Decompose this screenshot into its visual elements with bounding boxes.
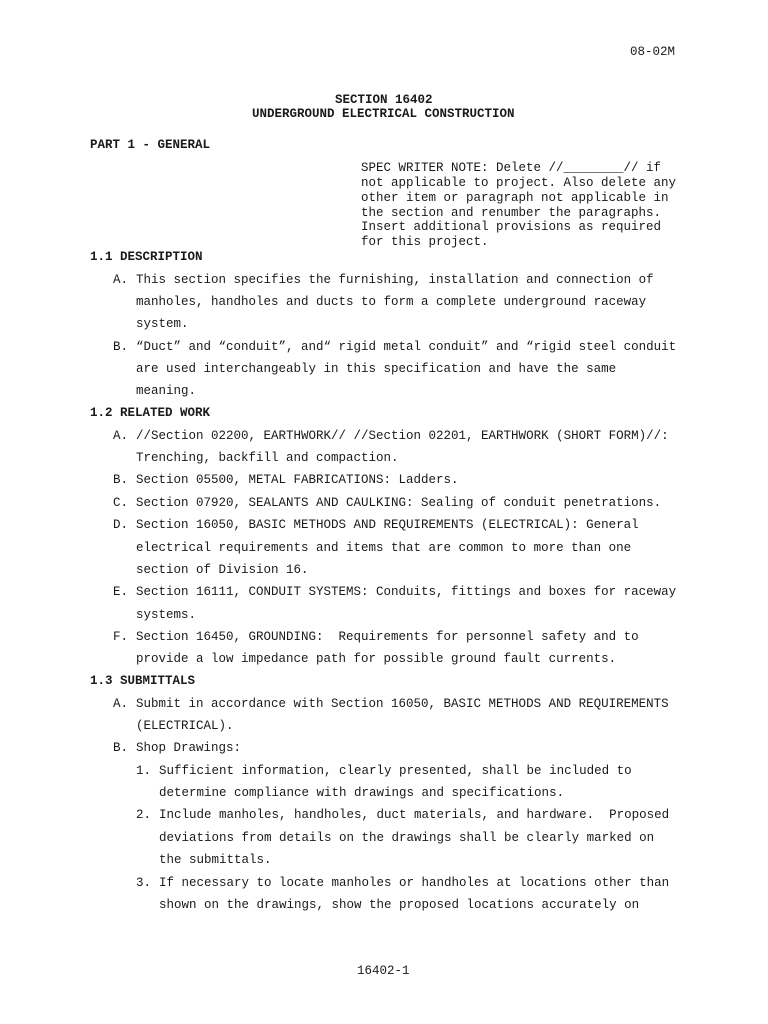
paragraph-line: systems. <box>136 608 197 622</box>
paragraph-line: Shop Drawings: <box>136 741 242 755</box>
item-marker: D. <box>113 518 129 532</box>
paragraph-line: Section 16111, CONDUIT SYSTEMS: Conduits, fittings and boxes for raceway <box>136 585 677 599</box>
paragraph-line: shown on the drawings, show the proposed locations accurately on <box>159 898 640 912</box>
item-marker: 2. <box>136 808 152 822</box>
item-marker: E. <box>113 585 129 599</box>
paragraph-line: Include manholes, handholes, duct materials, and hardware. Proposed <box>159 808 670 822</box>
item-marker: A. <box>113 697 129 711</box>
section-title: UNDERGROUND ELECTRICAL CONSTRUCTION <box>252 107 515 121</box>
paragraph-line: Section 16050, BASIC METHODS AND REQUIREMENTS (ELECTRICAL): General <box>136 518 639 532</box>
paragraph-line: system. <box>136 317 189 331</box>
paragraph-line: This section specifies the furnishing, installation and connection of <box>136 273 654 287</box>
paragraph-line: Trenching, backfill and compaction. <box>136 451 399 465</box>
spec-note-line: SPEC WRITER NOTE: Delete //________// if <box>361 161 662 175</box>
item-marker: 1. <box>136 764 152 778</box>
item-marker: A. <box>113 273 129 287</box>
part1-heading: PART 1 - GENERAL <box>90 138 211 152</box>
item-marker: C. <box>113 496 129 510</box>
heading-1-1: 1.1 DESCRIPTION <box>90 250 203 264</box>
doc-code: 08-02M <box>630 45 676 59</box>
item-marker: B. <box>113 741 129 755</box>
spec-note-line: other item or paragraph not applicable in <box>361 191 669 205</box>
item-marker: 3. <box>136 876 152 890</box>
section-number: SECTION 16402 <box>335 93 433 107</box>
paragraph-line: provide a low impedance path for possible ground fault currents. <box>136 652 617 666</box>
heading-1-2: 1.2 RELATED WORK <box>90 406 211 420</box>
paragraph-line: deviations from details on the drawings shall be clearly marked on <box>159 831 655 845</box>
paragraph-line: section of Division 16. <box>136 563 309 577</box>
page-number: 16402-1 <box>357 964 410 978</box>
paragraph-line: determine compliance with drawings and specifications. <box>159 786 565 800</box>
paragraph-line: Section 05500, METAL FABRICATIONS: Ladders. <box>136 473 459 487</box>
spec-note-line: Insert additional provisions as required <box>361 220 662 234</box>
spec-note-line: for this project. <box>361 235 489 249</box>
paragraph-line: Section 07920, SEALANTS AND CAULKING: Sealing of conduit penetrations. <box>136 496 662 510</box>
item-marker: B. <box>113 340 129 354</box>
paragraph-line: //Section 02200, EARTHWORK// //Section 02201, EARTHWORK (SHORT FORM)//: <box>136 429 669 443</box>
item-marker: F. <box>113 630 129 644</box>
paragraph-line: If necessary to locate manholes or handholes at locations other than <box>159 876 670 890</box>
paragraph-line: meaning. <box>136 384 197 398</box>
paragraph-line: manholes, handholes and ducts to form a complete underground raceway <box>136 295 647 309</box>
spec-note-line: the section and renumber the paragraphs. <box>361 206 662 220</box>
paragraph-line: Submit in accordance with Section 16050, BASIC METHODS AND REQUIREMENTS <box>136 697 669 711</box>
spec-note-line: not applicable to project. Also delete any <box>361 176 677 190</box>
paragraph-line: Sufficient information, clearly presented, shall be included to <box>159 764 632 778</box>
paragraph-line: Section 16450, GROUNDING: Requirements for personnel safety and to <box>136 630 639 644</box>
item-marker: B. <box>113 473 129 487</box>
heading-1-3: 1.3 SUBMITTALS <box>90 674 196 688</box>
paragraph-line: are used interchangeably in this specification and have the same <box>136 362 617 376</box>
paragraph-line: the submittals. <box>159 853 272 867</box>
item-marker: A. <box>113 429 129 443</box>
paragraph-line: “Duct” and “conduit”, and“ rigid metal conduit” and “rigid steel conduit <box>136 340 677 354</box>
paragraph-line: electrical requirements and items that are common to more than one <box>136 541 632 555</box>
paragraph-line: (ELECTRICAL). <box>136 719 234 733</box>
